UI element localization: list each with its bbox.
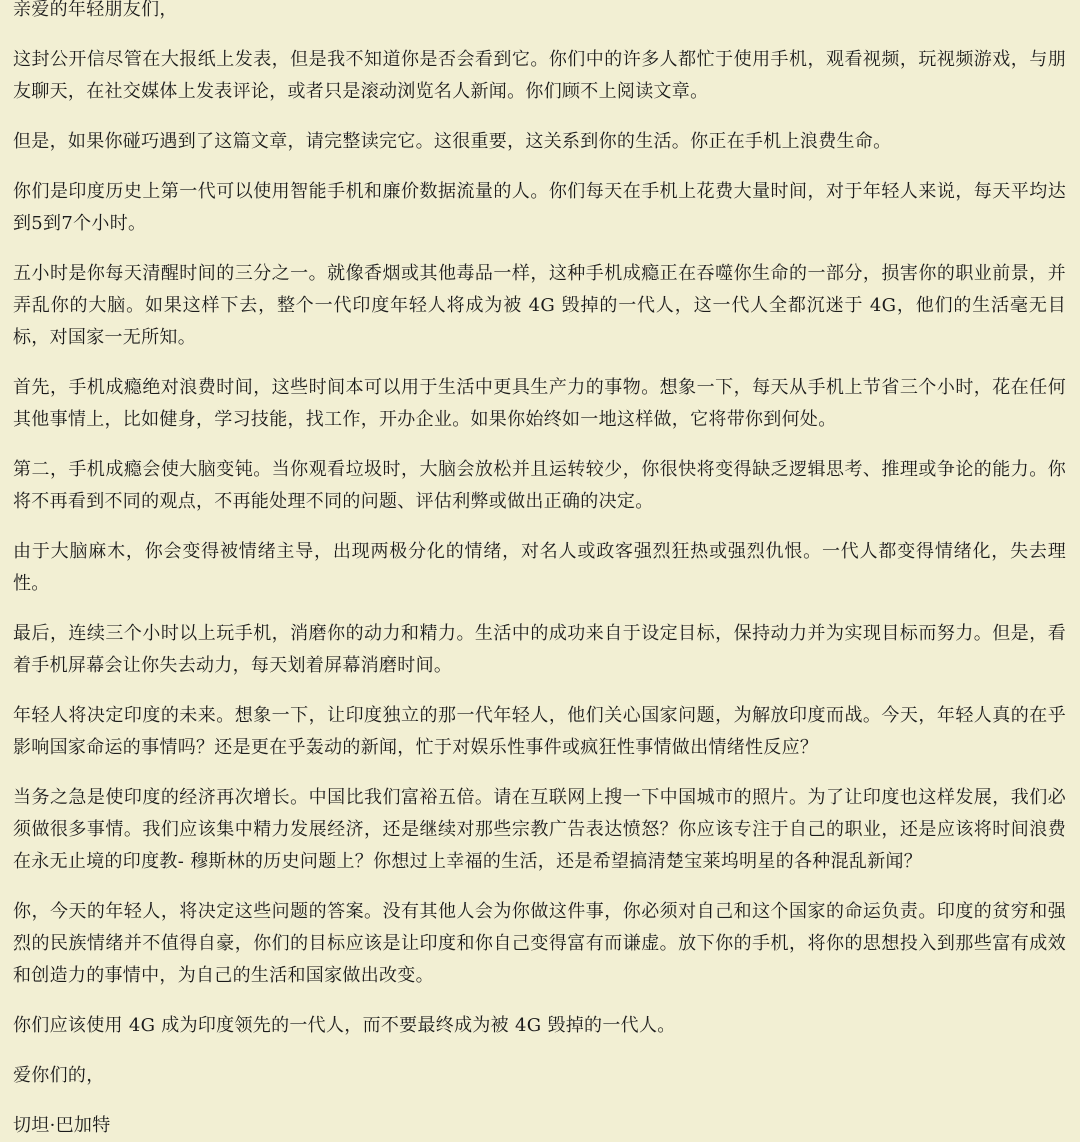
letter-paragraph: 你，今天的年轻人，将决定这些问题的答案。没有其他人会为你做这件事，你必须对自己和这个国家的命运负责。印度的贫穷和强烈的民族情绪并不值得自豪，你们的目标应该是让印度和你自己变得富有而谦虚。放下你的手机，将你的思想投入到那些富有成效和创造力的事情中，为自己的生活和国家做出改变。	[13, 901, 1066, 986]
letter-paragraph: 第二，手机成瘾会使大脑变钝。当你观看垃圾时，大脑会放松并且运转较少，你很快将变得缺乏逻辑思考、推理或争论的能力。你将不再看到不同的观点，不再能处理不同的问题、评估利弊或做出正确的决定。	[13, 459, 1066, 512]
letter-paragraph: 这封公开信尽管在大报纸上发表，但是我不知道你是否会看到它。你们中的许多人都忙于使用手机，观看视频，玩视频游戏，与朋友聊天，在社交媒体上发表评论，或者只是滚动浏览名人新闻。你们顾不上阅读文章。	[13, 49, 1066, 102]
letter-closing: 爱你们的，	[13, 1065, 105, 1086]
letter-paragraph: 年轻人将决定印度的未来。想象一下，让印度独立的那一代年轻人，他们关心国家问题，为解放印度而战。今天，年轻人真的在乎影响国家命运的事情吗？还是更在乎轰动的新闻，忙于对娱乐性事件或疯狂性事情做出情绪性反应？	[13, 705, 1066, 758]
letter-signature: 切坦·巴加特	[13, 1115, 111, 1136]
letter-paragraph: 由于大脑麻木，你会变得被情绪主导，出现两极分化的情绪，对名人或政客强烈狂热或强烈仇恨。一代人都变得情绪化，失去理性。	[13, 541, 1066, 594]
letter-paragraph: 你们是印度历史上第一代可以使用智能手机和廉价数据流量的人。你们每天在手机上花费大量时间，对于年轻人来说，每天平均达到5到7个小时。	[13, 181, 1066, 234]
letter-paragraph: 你们应该使用 4G 成为印度领先的一代人，而不要最终成为被 4G 毁掉的一代人。	[13, 1015, 676, 1036]
letter-paragraph: 当务之急是使印度的经济再次增长。中国比我们富裕五倍。请在互联网上搜一下中国城市的照片。为了让印度也这样发展，我们必须做很多事情。我们应该集中精力发展经济，还是继续对那些宗教广告表达愤怒？你应该专注于自己的职业，还是应该将时间浪费在永无止境的印度教- 穆斯林的历史问题上？你想过上幸福的生活，还是希望搞清楚宝莱坞明星的各种混乱新闻？	[13, 787, 1066, 872]
letter-paragraph: 但是，如果你碰巧遇到了这篇文章，请完整读完它。这很重要，这关系到你的生活。你正在手机上浪费生命。	[13, 131, 892, 152]
letter-greeting: 亲爱的年轻朋友们，	[13, 0, 178, 20]
letter-paragraph: 首先，手机成瘾绝对浪费时间，这些时间本可以用于生活中更具生产力的事物。想象一下，每天从手机上节省三个小时，花在任何其他事情上，比如健身，学习技能，找工作，开办企业。如果你始终如一地这样做，它将带你到何处。	[13, 377, 1066, 430]
letter-paragraph: 五小时是你每天清醒时间的三分之一。就像香烟或其他毒品一样，这种手机成瘾正在吞噬你生命的一部分，损害你的职业前景，并弄乱你的大脑。如果这样下去，整个一代印度年轻人将成为被 4G 毁掉的一代人，这一代人全都沉迷于 4G，他们的生活毫无目标，对国家一无所知。	[13, 263, 1066, 348]
letter-paragraph: 最后，连续三个小时以上玩手机，消磨你的动力和精力。生活中的成功来自于设定目标，保持动力并为实现目标而努力。但是，看着手机屏幕会让你失去动力，每天划着屏幕消磨时间。	[13, 623, 1066, 676]
